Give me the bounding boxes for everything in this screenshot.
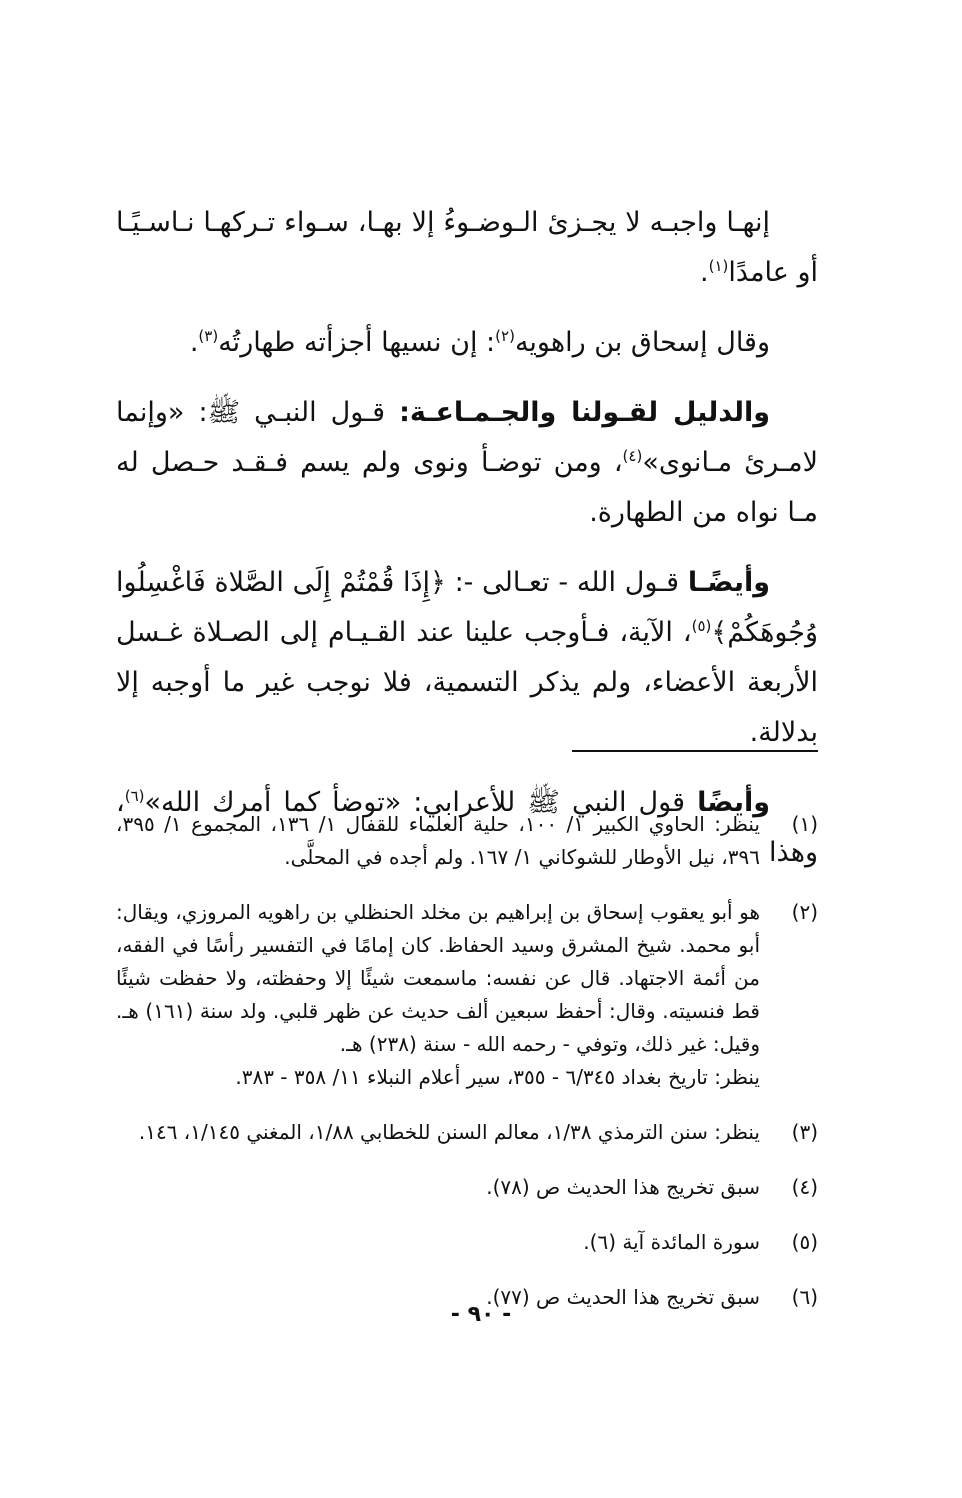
- paragraph-1-text: إنهـا واجبـه لا يجـزئ الـوضـوءُ إلا بهـا، سـواء تـركهـا نـاسـيًـا أو عامدًا: [116, 207, 818, 288]
- paragraph-3-text-b: ، ومن توضـأ ونوى ولم يسم فـقـد حـصل له مـا نواه من الطهارة.: [116, 447, 818, 528]
- paragraph-5-lead: وأيضًا: [697, 787, 770, 818]
- paragraph-3-lead: والدليل لقـولنا والجـمـاعـة:: [399, 397, 771, 428]
- footnote-2: [116, 896, 818, 1094]
- footnote-1: [116, 808, 818, 874]
- paragraph-1-end: .: [700, 257, 709, 288]
- footnote-body: [116, 1226, 760, 1259]
- paragraph-4-text-a: قـول الله - تعـالى -: ﴿إِذَا قُمْتُمْ إِلَى الصَّلاة فَاغْسِلُوا وُجُوهَكُمْ﴾: [116, 567, 818, 648]
- footnote-body: [116, 1171, 760, 1204]
- paragraph-4: [116, 558, 818, 758]
- footnote-line: ينظر: سنن الترمذي ١/٣٨، معالم السنن للخطابي ١/٨٨، المغني ١/١٤٥، ١٤٦.: [138, 1120, 760, 1144]
- footnote-5: [116, 1226, 818, 1259]
- footnote-ref-4[interactable]: (٤): [622, 447, 643, 465]
- paragraph-1: [116, 198, 818, 298]
- main-text: [116, 198, 818, 898]
- footnote-line: هو أبو يعقوب إسحاق بن إبراهيم بن مخلد الحنظلي بن راهويه المروزي، ويقال: أبو محمد. شيخ المشرق وسيد الحفاظ. كان إمامًا في التفسير رأسًا في الفقه، من أئمة الاجتهاد. قال عن نفسه: ماسمعت شيئًا إلا وحفظته، ولا حفظت شيئًا قط فنسيته. وقال: أحفظ سبعين ألف حديث عن ظهر قلبي. ولد سنة (١٦١) هـ. وقيل: غير ذلك، وتوفي - رحمه الله - سنة (٢٣٨) هـ.: [116, 900, 760, 1056]
- footnote-3: [116, 1116, 818, 1149]
- footnote-line: سبق تخريج هذا الحديث ص (٧٨).: [486, 1175, 760, 1199]
- footnote-ref-2[interactable]: (٢): [495, 327, 515, 345]
- paragraph-5-text-a: قول النبي ﷺ للأعرابي: «توضأ كما أمرك الله»: [144, 787, 698, 818]
- paragraph-5-text-b: ، وهذا: [116, 787, 818, 868]
- paragraph-4-text-b: ، الآية، فـأوجب علينا عند القـيـام إلى الصـلاة غـسل الأربعة الأعضاء، ولم يذكر التسمية، فلا نوجب غير ما أوجبه إلا بدلالة.: [116, 617, 818, 748]
- paragraph-2-end: .: [189, 327, 199, 358]
- paragraph-2: [116, 318, 818, 368]
- footnote-body: [116, 808, 760, 874]
- footnote-separator: [572, 750, 818, 752]
- footnote-number: (١): [791, 812, 818, 836]
- paragraph-4-lead: وأيضًـا: [687, 567, 770, 598]
- footnote-ref-5[interactable]: (٥): [691, 617, 712, 635]
- footnote-4: [116, 1171, 818, 1204]
- footnote-number: (٤): [791, 1175, 818, 1199]
- paragraph-2-text-b: : إن نسيها أجزأته طهارتُه: [218, 327, 496, 358]
- footnote-ref-1[interactable]: (١): [708, 257, 729, 275]
- footnote-number: (٣): [791, 1120, 818, 1144]
- footnote-line: سبق تخريج هذا الحديث ص (٧٧).: [486, 1285, 760, 1309]
- footnote-line: سورة المائدة آية (٦).: [583, 1230, 760, 1254]
- footnote-body: [116, 896, 760, 1094]
- page-number: - ٩٠ -: [450, 1302, 512, 1327]
- paragraph-3: [116, 388, 818, 538]
- footnote-number: (٦): [791, 1285, 818, 1309]
- footnote-number: (٢): [791, 900, 818, 924]
- paragraph-2-text-a: وقال إسحاق بن راهويه: [514, 327, 770, 358]
- footnote-number: (٥): [791, 1230, 818, 1254]
- footnote-ref-3[interactable]: (٣): [198, 327, 219, 345]
- footnote-ref-6[interactable]: (٦): [124, 787, 145, 805]
- footnote-line: ينظر: تاريخ بغداد ٦/٣٤٥ - ٣٥٥، سير أعلام النبلاء ١١/ ٣٥٨ - ٣٨٣.: [235, 1065, 760, 1089]
- footnote-body: [116, 1116, 760, 1149]
- paragraph-3-text-a: قـول النبـي ﷺ: «وإنما لامـرئ مـانوى»: [116, 397, 818, 478]
- footnotes: [116, 808, 818, 1336]
- footnote-line: ينظر: الحاوي الكبير ١/ ١٠٠، حلية العلماء للقفال ١/ ١٣٦، المجموع ١/ ٣٩٥، ٣٩٦، نيل الأوطار للشوكاني ١/ ١٦٧. ولم أجده في المحلَّى.: [116, 812, 760, 869]
